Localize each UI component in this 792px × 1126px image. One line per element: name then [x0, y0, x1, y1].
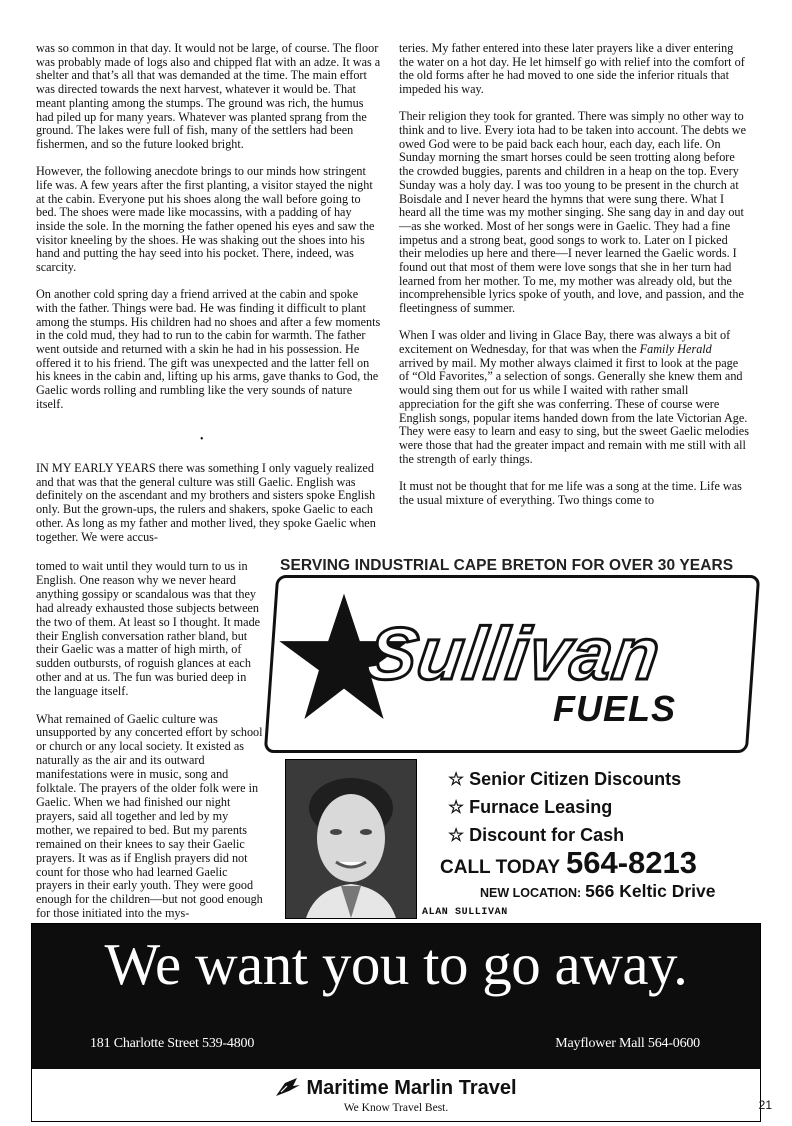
- paragraph: IN MY EARLY YEARS there was something I only vaguely realized and that was that the general culture was still Gaelic. English was definitely on the ascendant and my brothers and sisters spoke English only. But the grown-ups, the rulers and shakers, spoke Gaelic to each other. As long as my father and mother lived, they spoke Gaelic when together. We were accus-: [36, 461, 376, 544]
- article-column-left-lower: [36, 462, 381, 558]
- sullivan-logo: Sullivan: [362, 612, 666, 695]
- paragraph: What remained of Gaelic culture was unsupported by any concerted effort by school or church or any local society. It existed as naturally as the air and its outward manifestations were in music, song and folktale. The prayers of the older folk were in Gaelic. When we had finished our night prayers, said all together and led by my mother, we repaired to bed. But my parents remained on their knees to say their Gaelic prayers. It was as if English prayers did not count for those who had learned Gaelic prayers in their early youth. They were good enough for the children—but not good enough for those initiated into the mys-: [36, 711, 263, 921]
- paragraph: On another cold spring day a friend arrived at the cabin and spoke with the father. Things were bad. He was finding it difficult to plant among the stumps. His children had no shoes and after a few moments in the cold mud, they had to run to the cabin for warmth. The father went outside and returned with a skin he had in his possession. He offered it to his friend. The gift was unexpected and the latter fell on his knees in the cabin and, lifting up his arms, gave thanks to God, the Gaelic words rolling and rumbling like the very sounds of nature itself.: [36, 287, 381, 411]
- offer-item: ☆ Senior Citizen Discounts: [448, 769, 682, 789]
- call-line: CALL TODAY 564-8213: [440, 845, 698, 880]
- paragraph: tomed to wait until they would turn to us in English. One reason why we never heard anything gossipy or scandalous was that they had already exhausted those subjects between the two of them. At least so I thought. It made their English conversation rather bland, but their Gaelic was a matter of high mirth, of sudden outbursts, of roguish glances at each other and at us. The fun was buried deep in the language itself.: [36, 559, 261, 699]
- publication-title: Family Herald: [639, 342, 712, 357]
- ad-headline: SERVING INDUSTRIAL CAPE BRETON FOR OVER 30 YEARS: [280, 557, 734, 574]
- new-location: NEW LOCATION: 566 Keltic Drive: [480, 881, 716, 901]
- maritime-marlin-travel-ad: [31, 923, 761, 1126]
- photo-caption: ALAN SULLIVAN: [422, 907, 508, 918]
- article-column-right: [399, 42, 749, 521]
- paragraph: It must not be thought that for me life was a song at the time. Life was the usual mixture of everything. Two things come to: [399, 478, 742, 507]
- star-outline-icon: ☆: [448, 769, 465, 789]
- section-separator: •: [200, 434, 204, 445]
- ad-headline: We want you to go away.: [104, 931, 688, 997]
- paragraph: Their religion they took for granted. There was simply no other way to think and to live. Every iota had to be taken into account. The debts we owed God were to be paid back each hour, each day, each life. On Sunday morning the smart horses could be seen trotting along before the crowded buggies, parents and children in a heap on the top. Every Sunday was a holy day. I was too young to be present in the church at Boisdale and I never heard the hymns that were sung there. What I heard all the time was my mother singing. She sang day in and day out—as she worked. Most of her songs were in Gaelic. They had a fine impetus and a strong beat, good songs to work to. Later on I picked their melodies up here and there—I never learned the Gaelic words. I found out that most of them were love songs that she in her turn had learned from her mother. To me, my mother was already old, but the incomprehensible lyrics spoke of youth, and love, and passion, and the fleetingness of summer.: [399, 109, 747, 316]
- sullivan-fuels-ad: [268, 553, 760, 921]
- offer-list: [448, 765, 681, 849]
- star-outline-icon: ☆: [448, 797, 465, 817]
- ad-footer: [31, 1069, 761, 1122]
- paragraph: However, the following anecdote brings to our minds how stringent life was. A few years after the first planting, a visitor stayed the night at the cabin. Everyone put his shoes along the wall before going to bed. The shoes were made like mocassins, with a padding of hay inside the sole. In the morning the father opened his eyes and saw the visitor kneeling by the shoes. He was shaking out the shoes into his hand and putting the hay seed into his pocket. There, indeed, was scarcity.: [36, 164, 375, 275]
- phone-number: 564-8213: [566, 845, 698, 880]
- article-column-left: [36, 42, 381, 425]
- page-number: 21: [758, 1098, 772, 1112]
- address-left: 181 Charlotte Street 539-4800: [90, 1036, 255, 1051]
- tagline: We Know Travel Best.: [343, 1102, 449, 1114]
- address: 566 Keltic Drive: [585, 881, 716, 901]
- paragraph: When I was older and living in Glace Bay, there was always a bit of excitement on Wednesday, for that was when the Family Herald arrived by mail. My mother always claimed it first to look at the page of “Old Favorites,” a selection of songs. Generally she knew them and would sing them out for us while I waited with rather small appreciation for the gift she was conferring. These of course were English songs, popular items handed down from the late Victorian Age. They were easy to learn and easy to sing, but the sweet Gaelic melodies were those that had the greater impact and remain with me still with all the strength of early things.: [399, 328, 749, 466]
- offer-item: ☆ Furnace Leasing: [448, 797, 613, 817]
- ad-banner: [31, 923, 761, 1071]
- portrait-photo: [285, 759, 417, 919]
- marlin-fish-icon: [275, 1077, 301, 1103]
- brand-name: Maritime Marlin Travel: [32, 1077, 760, 1103]
- address-right: Mayflower Mall 564-0600: [555, 1036, 700, 1051]
- star-outline-icon: ☆: [448, 825, 465, 845]
- paragraph: teries. My father entered into these later prayers like a diver entering the water on a hot day. He let himself go with relief into the comfort of the old forms after he had moved to one side the inferior rituals that impeded his way.: [399, 41, 745, 97]
- fuels-wordmark: FUELS: [553, 688, 677, 729]
- offer-item: ☆ Discount for Cash: [448, 825, 625, 845]
- article-column-narrow: [36, 560, 264, 935]
- paragraph: was so common in that day. It would not be large, of course. The floor was probably made of logs also and chipped flat with an adze. It was a shelter and that’s all that was demanded at the time. The main effort was directed towards the next harvest, whatever it would be. That meant planting among the stumps. The ground was rich, the humus had piled up for many years. Whatever was planted sprang from the ground. The lakes were full of fish, many of the settlers had been fishermen, and so the future looked bright.: [36, 41, 381, 151]
